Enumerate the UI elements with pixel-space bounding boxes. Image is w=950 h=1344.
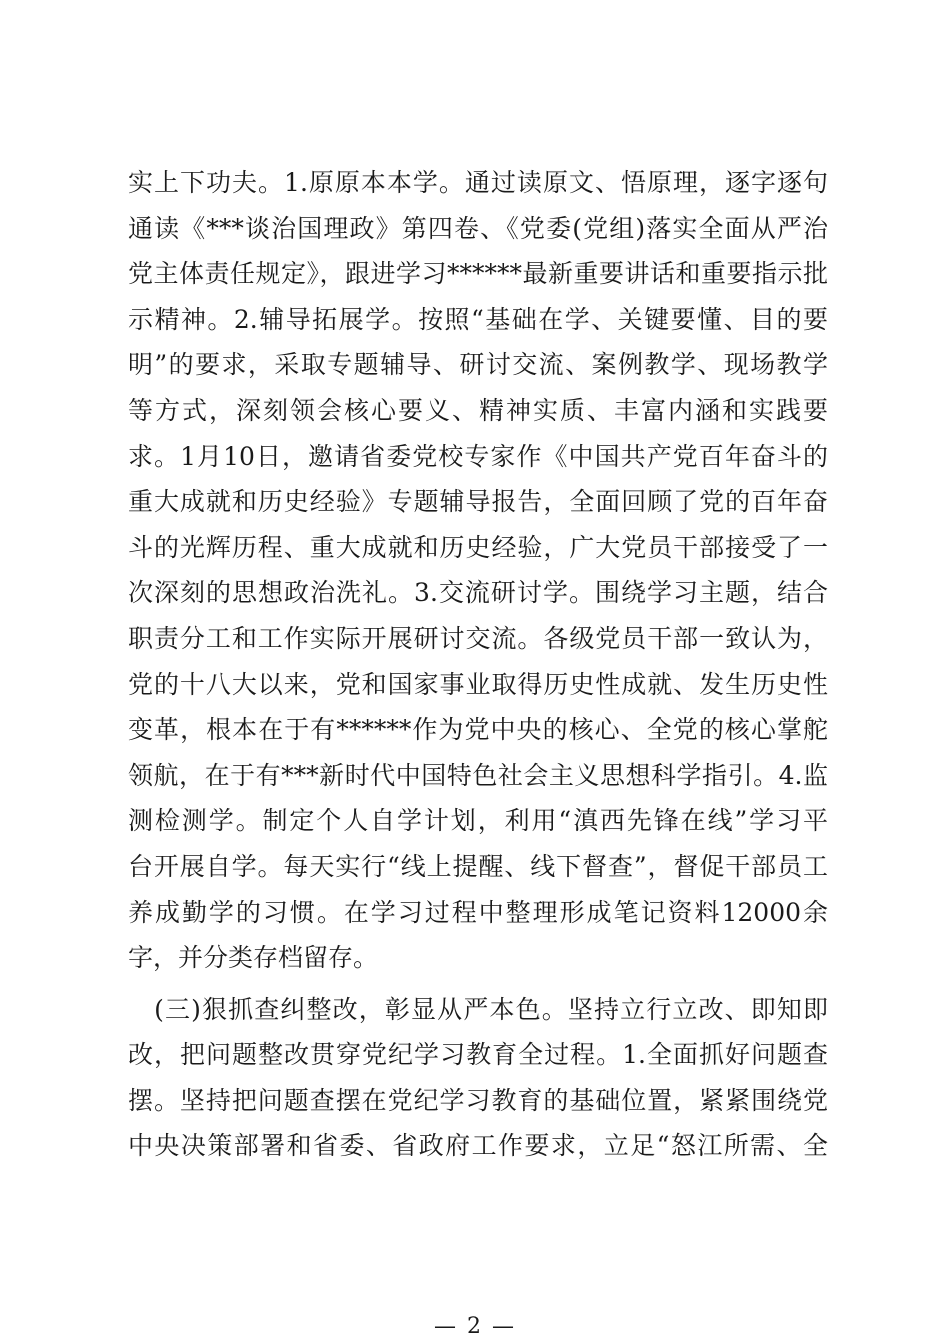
text-line-19: (三)狠抓查纠整改，彰显从严本色。坚持立行立改、即知即 [128,994,828,1024]
text-line-3: 党主体责任规定》，跟进学习******最新重要讲话和重要指示批 [128,259,828,289]
text-line-12: 党的十八大以来，党和国家事业取得历史性成就、发生历史性 [128,669,828,699]
text-line-20: 改，把问题整改贯穿党纪学习教育全过程。1.全面抓好问题查 [128,1040,828,1070]
text-line-17: 养成勤学的习惯。在学习过程中整理形成笔记资料12000余 [128,897,828,927]
text-line-13: 变革，根本在于有******作为党中央的核心、全党的核心掌舵 [128,715,828,745]
text-line-8: 重大成就和历史经验》专题辅导报告，全面回顾了党的百年奋 [128,487,828,517]
text-line-11: 职责分工和工作实际开展研讨交流。各级党员干部一致认为， [128,623,828,653]
text-line-16: 台开展自学。每天实行“线上提醒、线下督查”，督促干部员工 [128,851,828,881]
text-line-18: 字，并分类存档留存。 [128,943,379,973]
page-number: — 2 — [434,1314,516,1339]
text-line-21: 摆。坚持把问题查摆在党纪学习教育的基础位置，紧紧围绕党 [128,1085,828,1115]
body-text [128,160,828,1169]
text-line-7: 求。1月10日，邀请省委党校专家作《中国共产党百年奋斗的 [128,441,828,471]
text-line-2: 通读《***谈治国理政》第四卷、《党委(党组)落实全面从严治 [128,213,828,243]
text-line-1: 实上下功夫。1.原原本本学。通过读原文、悟原理，逐字逐句 [128,168,828,197]
text-line-22: 中央决策部署和省委、省政府工作要求，立足“怒江所需、全 [128,1131,828,1161]
text-line-6: 等方式，深刻领会核心要义、精神实质、丰富内涵和实践要 [128,395,828,425]
text-line-15: 测检测学。制定个人自学计划，利用“滇西先锋在线”学习平 [128,806,828,836]
text-line-5: 明”的要求，采取专题辅导、研讨交流、案例教学、现场教学 [128,350,828,380]
text-line-9: 斗的光辉历程、重大成就和历史经验，广大党员干部接受了一 [128,532,828,562]
text-line-14: 领航，在于有***新时代中国特色社会主义思想科学指引。4.监 [128,760,828,790]
text-line-4: 示精神。2.辅导拓展学。按照“基础在学、关键要懂、目的要 [128,304,828,334]
text-line-10: 次深刻的思想政治洗礼。3.交流研讨学。围绕学习主题，结合 [128,578,828,608]
